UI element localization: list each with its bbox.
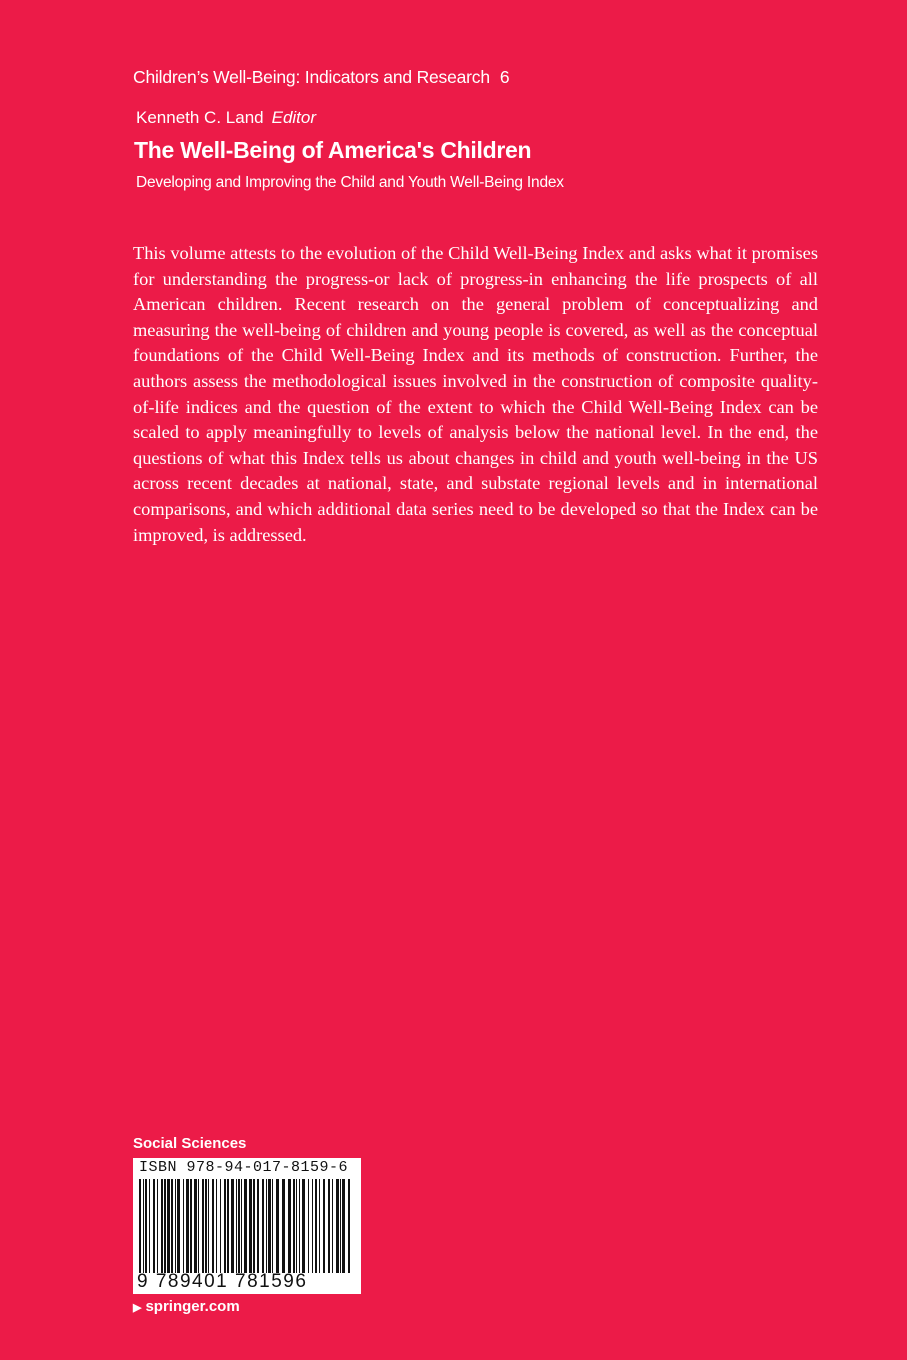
play-arrow-icon: ▶ xyxy=(133,1302,142,1314)
barcode-bar xyxy=(272,1179,273,1273)
barcode-bar xyxy=(328,1179,330,1273)
barcode-bar xyxy=(202,1179,204,1273)
series-number: 6 xyxy=(499,67,510,87)
barcode-bar xyxy=(282,1179,285,1273)
barcode-bar xyxy=(348,1179,350,1273)
barcode-bar xyxy=(161,1179,163,1273)
barcode-bar xyxy=(319,1179,320,1273)
barcode-bar xyxy=(241,1179,242,1273)
barcode-bar xyxy=(262,1179,264,1273)
barcode-bar xyxy=(299,1179,300,1273)
barcode-bar xyxy=(153,1179,155,1273)
isbn-text: ISBN 978-94-017-8159-6 xyxy=(139,1159,349,1176)
barcode-bar xyxy=(236,1179,237,1273)
ean-digits: 9 789401 781596 xyxy=(137,1271,308,1292)
barcode-bar xyxy=(308,1179,309,1273)
barcode-bar xyxy=(220,1179,221,1273)
barcode-bar xyxy=(342,1179,345,1273)
barcode-bar xyxy=(198,1179,199,1273)
barcode-bar xyxy=(296,1179,297,1273)
barcode-bar xyxy=(208,1179,209,1273)
subject-label: Social Sciences xyxy=(133,1135,247,1152)
barcode-bar xyxy=(186,1179,189,1273)
book-subtitle: Developing and Improving the Child and Youth Well-Being Index xyxy=(136,174,564,191)
barcode-bar xyxy=(238,1179,240,1273)
barcode-bar xyxy=(205,1179,207,1273)
barcode-box xyxy=(133,1158,361,1294)
barcode-bar xyxy=(212,1179,214,1273)
barcode-bar xyxy=(249,1179,252,1273)
barcode-bars xyxy=(139,1179,353,1273)
barcode-bar xyxy=(302,1179,305,1273)
barcode-bar xyxy=(190,1179,192,1273)
blurb-text: This volume attests to the evolution of the Child Well-Being Index and asks what it promises for understanding the progress-or lack of progress-in enhancing the life prospects of all American children. Recent research on the general problem of conceptualizing and measuring the well-being of children and young people is covered, as well as the conceptual foundations of the Child Well-Being Index and its methods of construction. Further, the authors assess the methodological issues involved in the construction of composite quality-of-life indices and the question of the extent to which the Child Well-Being Index can be scaled to apply meaningfully to levels of analysis below the national level. In the end, the questions of what this Index tells us about changes in child and youth well-being in the US across recent decades at national, state, and substate regional levels and in international comparisons, and which additional data series need to be developed so that the Index can be improved, is addressed. xyxy=(133,243,818,545)
barcode-bar xyxy=(315,1179,317,1273)
barcode-bar xyxy=(266,1179,267,1273)
barcode-bar xyxy=(340,1179,341,1273)
barcode-bar xyxy=(336,1179,339,1273)
barcode-bar xyxy=(224,1179,226,1273)
barcode-bar xyxy=(183,1179,184,1273)
barcode-bar xyxy=(194,1179,197,1273)
barcode-bar xyxy=(332,1179,333,1273)
barcode-bar xyxy=(293,1179,295,1273)
publisher-url: springer.com xyxy=(145,1298,240,1315)
barcode-bar xyxy=(268,1179,271,1273)
series-line xyxy=(133,67,509,88)
barcode-bar xyxy=(139,1179,141,1273)
barcode-bar xyxy=(216,1179,217,1273)
barcode-bar xyxy=(145,1179,147,1273)
editor-role: Editor xyxy=(271,108,317,127)
barcode-bar xyxy=(288,1179,291,1273)
barcode-bar xyxy=(177,1179,180,1273)
barcode-bar xyxy=(323,1179,325,1273)
barcode-bar xyxy=(157,1179,158,1273)
editor-name: Kenneth C. Land xyxy=(136,108,264,127)
barcode-bar xyxy=(227,1179,229,1273)
barcode-bar xyxy=(167,1179,170,1273)
barcode-bar xyxy=(149,1179,150,1273)
publisher-link[interactable] xyxy=(133,1298,240,1315)
barcode-bar xyxy=(276,1179,279,1273)
barcode-bar xyxy=(244,1179,247,1273)
barcode-bar xyxy=(253,1179,255,1273)
editor-line xyxy=(136,108,316,128)
barcode-bar xyxy=(257,1179,259,1273)
barcode-bar xyxy=(164,1179,166,1273)
barcode-bar xyxy=(171,1179,173,1273)
barcode-bar xyxy=(312,1179,313,1273)
series-title: Children’s Well-Being: Indicators and Research xyxy=(133,67,490,87)
book-title: The Well-Being of America's Children xyxy=(134,137,532,163)
barcode-bar xyxy=(143,1179,144,1273)
barcode-bar xyxy=(175,1179,176,1273)
barcode-bar xyxy=(231,1179,234,1273)
